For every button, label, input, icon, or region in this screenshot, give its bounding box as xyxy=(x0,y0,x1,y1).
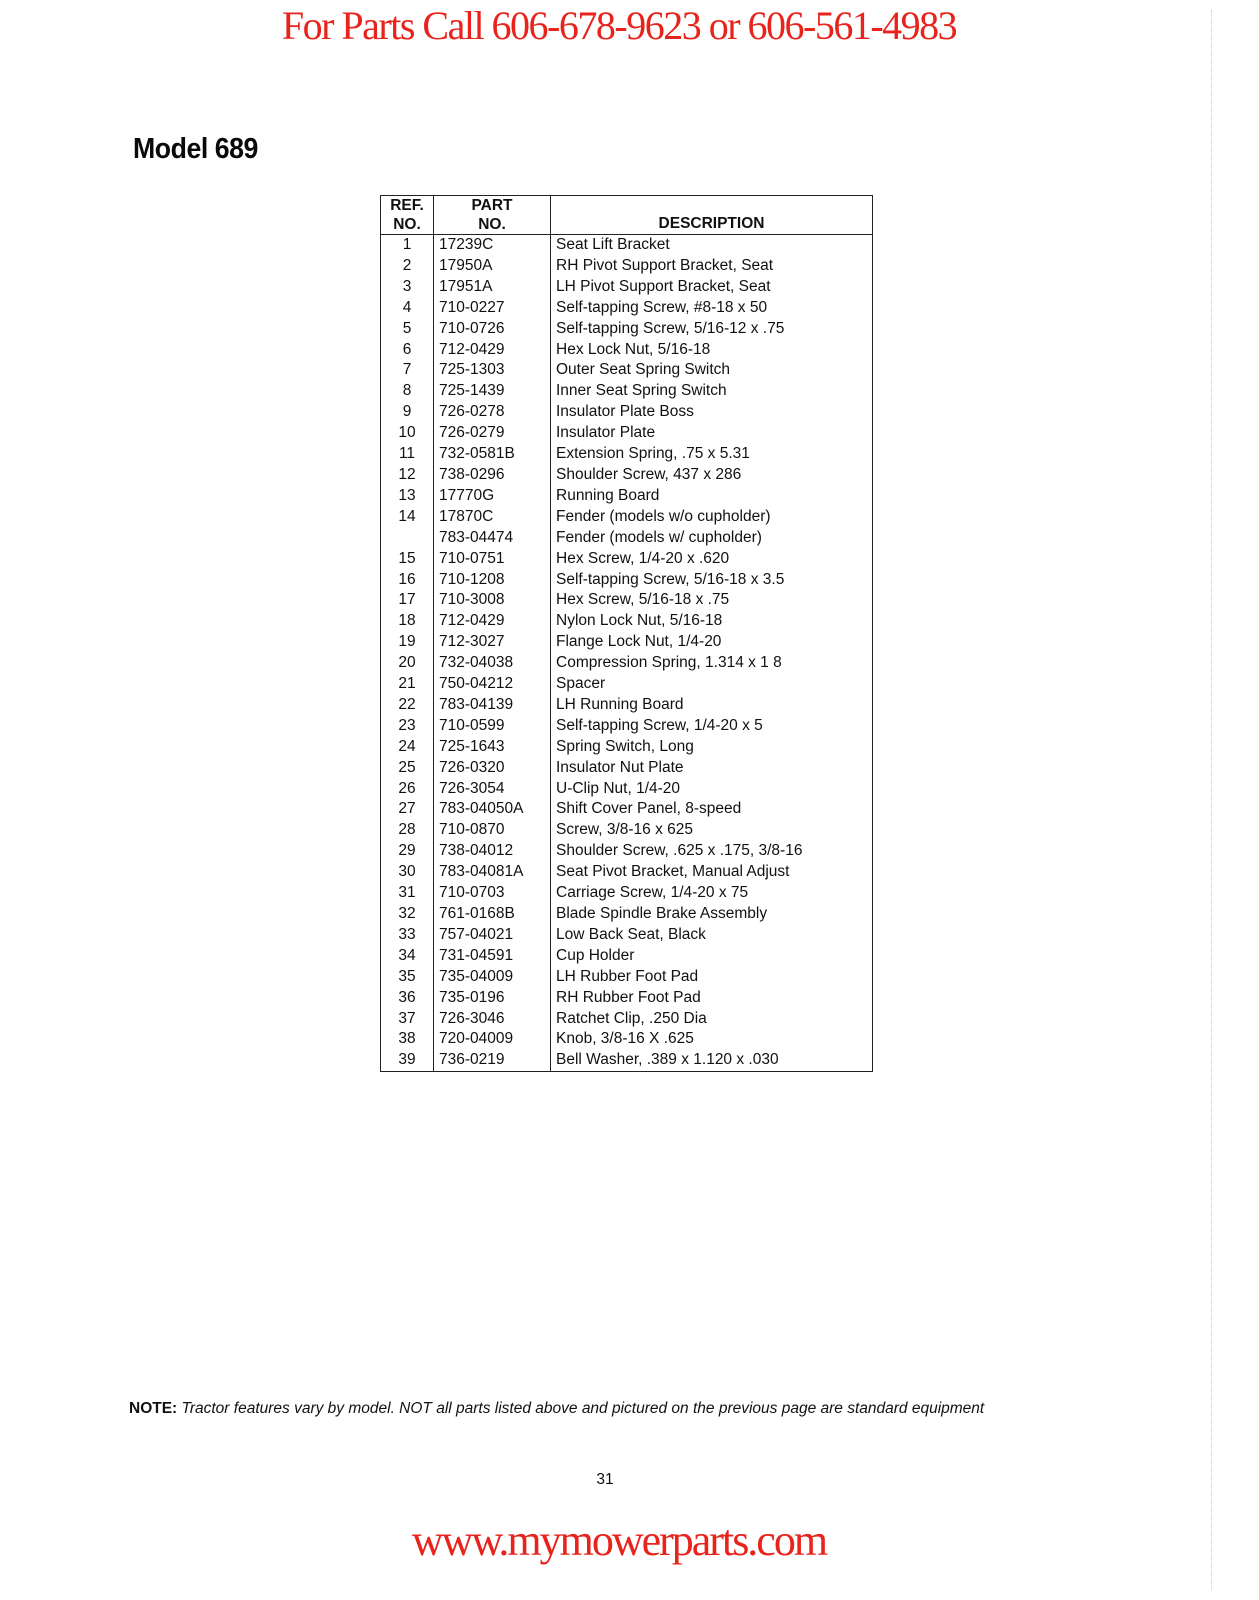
table-row xyxy=(381,549,873,570)
part-no-cell: 783-04139 xyxy=(434,695,551,716)
ref-no-cell: 13 xyxy=(381,486,434,507)
ref-no-cell: 14 xyxy=(381,507,434,528)
parts-table-body xyxy=(381,235,873,1072)
ref-no-cell: 9 xyxy=(381,402,434,423)
part-header-line2: NO. xyxy=(478,216,506,233)
ref-no-cell: 10 xyxy=(381,423,434,444)
part-no-cell: 735-04009 xyxy=(434,967,551,988)
ref-no-cell: 1 xyxy=(381,235,434,256)
note-text: Tractor features vary by model. NOT all parts listed above and pictured on the previous page are standard equipment xyxy=(181,1400,985,1417)
ref-no-cell: 7 xyxy=(381,360,434,381)
description-cell: Running Board xyxy=(556,486,660,504)
description-cell: Compression Spring, 1.314 x 1 8 xyxy=(556,654,782,672)
ref-no-cell: 11 xyxy=(381,444,434,465)
part-no-cell: 17239C xyxy=(434,235,551,256)
part-no-cell: 725-1439 xyxy=(434,381,551,402)
ref-no-cell: 19 xyxy=(381,632,434,653)
description-cell: Shoulder Screw, 437 x 286 xyxy=(556,465,742,483)
description-cell: Seat Pivot Bracket, Manual Adjust xyxy=(556,863,790,881)
ref-header-line1: REF. xyxy=(390,197,424,214)
ref-no-cell: 38 xyxy=(381,1029,434,1050)
table-row xyxy=(381,925,873,946)
table-row xyxy=(381,611,873,632)
part-no-cell: 726-0278 xyxy=(434,402,551,423)
table-row xyxy=(381,402,873,423)
parts-table xyxy=(380,195,873,1072)
table-row xyxy=(381,904,873,925)
table-row xyxy=(381,862,873,883)
part-no-cell: 17950A xyxy=(434,256,551,277)
ref-no-cell: 33 xyxy=(381,925,434,946)
table-row xyxy=(381,528,873,549)
table-row xyxy=(381,277,873,298)
table-row xyxy=(381,570,873,591)
part-no-cell: 757-04021 xyxy=(434,925,551,946)
table-row xyxy=(381,1050,873,1071)
page-number: 31 xyxy=(596,1471,614,1488)
ref-no-cell: 24 xyxy=(381,737,434,758)
part-no-cell: 725-1643 xyxy=(434,737,551,758)
model-title: Model 689 xyxy=(133,133,258,165)
description-cell: Extension Spring, .75 x 5.31 xyxy=(556,445,750,463)
ref-no-cell: 5 xyxy=(381,319,434,340)
description-cell: Spring Switch, Long xyxy=(556,737,694,755)
part-no-cell: 736-0219 xyxy=(434,1050,551,1071)
part-no-cell: 761-0168B xyxy=(434,904,551,925)
description-cell: Bell Washer, .389 x 1.120 x .030 xyxy=(556,1051,779,1069)
description-cell: LH Rubber Foot Pad xyxy=(556,967,699,985)
table-row xyxy=(381,841,873,862)
table-row xyxy=(381,319,873,340)
part-no-cell: 726-3046 xyxy=(434,1009,551,1030)
table-row xyxy=(381,444,873,465)
ref-no-cell: 25 xyxy=(381,758,434,779)
ref-no-cell: 3 xyxy=(381,277,434,298)
description-cell: LH Running Board xyxy=(556,695,684,713)
part-no-cell: 710-1208 xyxy=(434,570,551,591)
table-row xyxy=(381,507,873,528)
ref-no-cell: 21 xyxy=(381,674,434,695)
table-row xyxy=(381,1029,873,1050)
table-row xyxy=(381,360,873,381)
ref-no-cell: 6 xyxy=(381,340,434,361)
description-cell: Insulator Nut Plate xyxy=(556,758,684,776)
table-row xyxy=(381,820,873,841)
description-cell: Inner Seat Spring Switch xyxy=(556,382,727,400)
part-no-cell: 17870C xyxy=(434,507,551,528)
description-cell: Self-tapping Screw, 5/16-12 x .75 xyxy=(556,319,785,337)
part-no-cell: 710-0751 xyxy=(434,549,551,570)
ref-no-cell: 32 xyxy=(381,904,434,925)
table-row xyxy=(381,653,873,674)
description-cell: Self-tapping Screw, 1/4-20 x 5 xyxy=(556,716,763,734)
part-no-cell: 731-04591 xyxy=(434,946,551,967)
description-cell: Cup Holder xyxy=(556,946,635,964)
table-row xyxy=(381,883,873,904)
table-row xyxy=(381,381,873,402)
part-no-cell: 726-3054 xyxy=(434,779,551,800)
ref-no-cell: 15 xyxy=(381,549,434,570)
description-header: DESCRIPTION xyxy=(551,196,873,235)
description-cell: Carriage Screw, 1/4-20 x 75 xyxy=(556,884,749,902)
part-no-cell: 710-0599 xyxy=(434,716,551,737)
description-cell: RH Rubber Foot Pad xyxy=(556,988,701,1006)
ref-no-header xyxy=(381,196,434,235)
description-cell: Hex Screw, 1/4-20 x .620 xyxy=(556,549,730,567)
part-no-cell: 735-0196 xyxy=(434,988,551,1009)
description-cell: Low Back Seat, Black xyxy=(556,925,706,943)
part-no-cell: 738-0296 xyxy=(434,465,551,486)
table-row xyxy=(381,716,873,737)
description-cell: Blade Spindle Brake Assembly xyxy=(556,905,768,922)
part-no-cell: 732-0581B xyxy=(434,444,551,465)
ref-no-cell: 36 xyxy=(381,988,434,1009)
table-row xyxy=(381,988,873,1009)
header-row xyxy=(381,196,873,235)
description-cell: Self-tapping Screw, 5/16-18 x 3.5 xyxy=(556,570,785,588)
description-cell: Spacer xyxy=(556,675,606,693)
part-header-line1: PART xyxy=(471,197,513,214)
part-no-cell: 710-0870 xyxy=(434,820,551,841)
ref-no-cell: 37 xyxy=(381,1009,434,1030)
ref-no-cell: 2 xyxy=(381,256,434,277)
table-row xyxy=(381,340,873,361)
ref-no-cell: 35 xyxy=(381,967,434,988)
description-cell: Nylon Lock Nut, 5/16-18 xyxy=(556,612,723,630)
ref-no-cell xyxy=(381,528,434,549)
description-cell: Shift Cover Panel, 8-speed xyxy=(556,800,742,818)
table-row xyxy=(381,695,873,716)
ref-no-cell: 27 xyxy=(381,799,434,820)
description-cell: U-Clip Nut, 1/4-20 xyxy=(556,779,681,797)
table-row xyxy=(381,235,873,256)
description-cell: Insulator Plate Boss xyxy=(556,403,694,421)
part-no-cell: 720-04009 xyxy=(434,1029,551,1050)
table-row xyxy=(381,1009,873,1030)
ref-no-cell: 20 xyxy=(381,653,434,674)
part-no-cell: 710-0726 xyxy=(434,319,551,340)
part-no-header xyxy=(434,196,551,235)
ref-no-cell: 16 xyxy=(381,570,434,591)
part-no-cell: 750-04212 xyxy=(434,674,551,695)
table-row xyxy=(381,779,873,800)
ref-header-line2: NO. xyxy=(393,216,421,233)
ref-no-cell: 30 xyxy=(381,862,434,883)
ref-no-cell: 18 xyxy=(381,611,434,632)
part-no-cell: 726-0320 xyxy=(434,758,551,779)
description-cell: Fender (models w/ cupholder) xyxy=(556,528,762,546)
part-no-cell: 710-0227 xyxy=(434,298,551,319)
description-cell: Screw, 3/8-16 x 625 xyxy=(556,821,693,839)
description-cell: Hex Screw, 5/16-18 x .75 xyxy=(556,591,730,609)
part-no-cell: 783-04081A xyxy=(434,862,551,883)
ref-no-cell: 39 xyxy=(381,1050,434,1071)
ref-no-cell: 8 xyxy=(381,381,434,402)
description-cell: Self-tapping Screw, #8-18 x 50 xyxy=(556,298,768,316)
ref-no-cell: 26 xyxy=(381,779,434,800)
description-cell: Hex Lock Nut, 5/16-18 xyxy=(556,340,711,358)
part-no-cell: 712-0429 xyxy=(434,611,551,632)
description-cell: Ratchet Clip, .250 Dia xyxy=(556,1009,707,1027)
ref-no-cell: 29 xyxy=(381,841,434,862)
table-row xyxy=(381,758,873,779)
parts-phone-banner: For Parts Call 606-678-9623 or 606-561-4983 xyxy=(281,3,957,48)
description-cell: Seat Lift Bracket xyxy=(556,236,670,253)
ref-no-cell: 17 xyxy=(381,590,434,611)
part-no-cell: 17770G xyxy=(434,486,551,507)
table-row xyxy=(381,590,873,611)
part-no-cell: 783-04050A xyxy=(434,799,551,820)
ref-no-cell: 22 xyxy=(381,695,434,716)
part-no-cell: 712-3027 xyxy=(434,632,551,653)
table-row xyxy=(381,256,873,277)
ref-no-cell: 34 xyxy=(381,946,434,967)
table-row xyxy=(381,465,873,486)
table-row xyxy=(381,946,873,967)
description-cell: Knob, 3/8-16 X .625 xyxy=(556,1030,694,1048)
part-no-cell: 710-3008 xyxy=(434,590,551,611)
description-cell: Fender (models w/o cupholder) xyxy=(556,507,771,525)
note-label: NOTE: xyxy=(129,1400,178,1417)
ref-no-cell: 28 xyxy=(381,820,434,841)
table-row xyxy=(381,632,873,653)
ref-no-cell: 12 xyxy=(381,465,434,486)
description-cell: Shoulder Screw, .625 x .175, 3/8-16 xyxy=(556,842,803,860)
ref-no-cell: 23 xyxy=(381,716,434,737)
table-row xyxy=(381,674,873,695)
table-row xyxy=(381,737,873,758)
equipment-note xyxy=(129,1400,984,1418)
table-row xyxy=(381,486,873,507)
description-cell: Flange Lock Nut, 1/4-20 xyxy=(556,633,722,651)
parts-table-header xyxy=(381,196,873,235)
part-no-cell: 732-04038 xyxy=(434,653,551,674)
part-no-cell: 738-04012 xyxy=(434,841,551,862)
ref-no-cell: 4 xyxy=(381,298,434,319)
part-no-cell: 710-0703 xyxy=(434,883,551,904)
description-cell: Outer Seat Spring Switch xyxy=(556,361,731,379)
part-no-cell: 783-04474 xyxy=(434,528,551,549)
ref-no-cell: 31 xyxy=(381,883,434,904)
part-no-cell: 726-0279 xyxy=(434,423,551,444)
table-row xyxy=(381,423,873,444)
table-row xyxy=(381,298,873,319)
description-cell: LH Pivot Support Bracket, Seat xyxy=(556,277,771,295)
scan-edge-divider xyxy=(1211,10,1212,1590)
part-no-cell: 17951A xyxy=(434,277,551,298)
table-row xyxy=(381,967,873,988)
description-cell: RH Pivot Support Bracket, Seat xyxy=(556,256,774,274)
table-row xyxy=(381,799,873,820)
part-no-cell: 712-0429 xyxy=(434,340,551,361)
website-url: www.mymowerparts.com xyxy=(411,1516,827,1565)
description-cell: Insulator Plate xyxy=(556,424,656,442)
part-no-cell: 725-1303 xyxy=(434,360,551,381)
